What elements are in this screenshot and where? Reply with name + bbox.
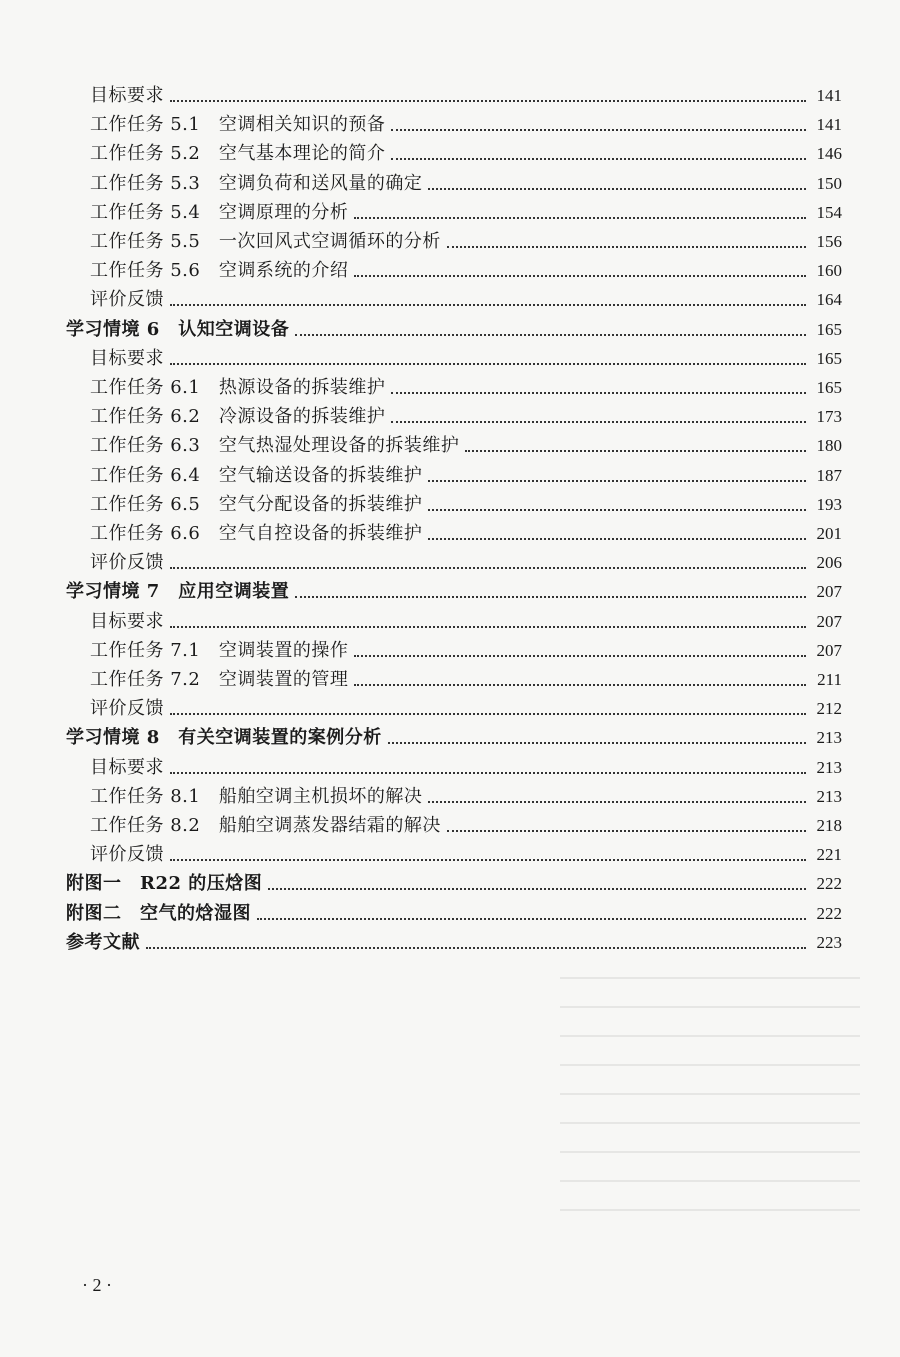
dot-leader xyxy=(428,509,806,511)
dot-leader xyxy=(465,450,806,452)
toc-entry-page: 165 xyxy=(816,348,842,368)
toc-entry[interactable] xyxy=(90,341,842,370)
toc-entry-page: 213 xyxy=(816,757,842,777)
toc-entry-page: 206 xyxy=(816,553,842,573)
toc-entry-label: 学习情境 7 应用空调装置 xyxy=(66,581,290,603)
toc-entry[interactable] xyxy=(90,428,842,457)
toc-entry-label: 评价反馈 xyxy=(90,289,164,311)
toc-entry-label: 工作任务 5.5 一次回风式空调循环的分析 xyxy=(90,231,441,252)
dot-leader xyxy=(295,334,806,336)
dot-leader xyxy=(170,304,806,306)
dot-leader xyxy=(146,947,806,949)
toc-entry-page: 207 xyxy=(816,611,842,631)
toc-entry-label: 工作任务 6.3 空气热湿处理设备的拆装维护 xyxy=(90,435,460,457)
dot-leader xyxy=(354,655,806,657)
dot-leader xyxy=(428,188,806,190)
toc-entry[interactable] xyxy=(90,195,842,224)
toc-entry-page: 154 xyxy=(816,202,842,222)
toc-entry-page: 223 xyxy=(816,932,842,952)
toc-entry-page: 164 xyxy=(816,290,842,310)
toc-entry-page: 180 xyxy=(816,436,842,456)
toc-entry-label: 评价反馈 xyxy=(90,844,164,866)
toc-entry-page: 193 xyxy=(816,494,842,514)
dot-leader xyxy=(391,158,806,160)
toc-entry-label: 工作任务 5.3 空调负荷和送风量的确定 xyxy=(90,172,423,194)
dot-leader xyxy=(295,596,806,598)
toc-entry-page: 187 xyxy=(816,465,842,485)
bleed-through-texture xyxy=(560,955,860,1225)
dot-leader xyxy=(170,713,806,715)
toc-entry[interactable] xyxy=(90,253,842,282)
toc-entry-label: 目标要求 xyxy=(90,610,164,632)
dot-leader xyxy=(354,217,806,219)
toc-entry[interactable] xyxy=(90,399,842,428)
toc-entry-page: 173 xyxy=(816,407,842,427)
toc-entry-label: 工作任务 5.4 空调原理的分析 xyxy=(90,201,349,223)
toc-entry-label: 评价反馈 xyxy=(90,552,164,574)
toc-entry-label: 工作任务 8.2 船舶空调蒸发器结霜的解决 xyxy=(90,815,441,836)
dot-leader xyxy=(391,421,806,423)
toc-entry-label: 工作任务 6.5 空气分配设备的拆装维护 xyxy=(90,493,423,515)
dot-leader xyxy=(428,480,806,482)
toc-entry-page: 218 xyxy=(816,816,842,835)
dot-leader xyxy=(170,626,806,628)
toc-entry-page: 207 xyxy=(816,640,842,660)
toc-entry[interactable] xyxy=(90,370,842,399)
toc-entry-label: 工作任务 6.6 空气自控设备的拆装维护 xyxy=(90,523,423,544)
toc-entry-page: 207 xyxy=(816,582,842,602)
toc-entry-label: 工作任务 7.2 空调装置的管理 xyxy=(90,669,349,690)
toc-chapter-entry[interactable] xyxy=(66,925,842,954)
toc-chapter-entry[interactable] xyxy=(66,574,842,603)
toc-entry-label: 工作任务 6.2 冷源设备的拆装维护 xyxy=(90,406,386,428)
toc-entry-label: 工作任务 5.2 空气基本理论的简介 xyxy=(90,143,386,165)
toc-entry-label: 目标要求 xyxy=(90,756,164,778)
toc-chapter-entry[interactable] xyxy=(66,720,842,749)
toc-entry-page: 165 xyxy=(816,378,842,397)
toc-entry-page: 156 xyxy=(816,232,842,251)
toc-entry[interactable] xyxy=(90,487,842,516)
dot-leader xyxy=(170,100,806,102)
toc-entry[interactable] xyxy=(90,224,842,253)
dot-leader xyxy=(447,246,806,248)
toc-entry-page: 222 xyxy=(816,903,842,923)
toc-entry[interactable] xyxy=(90,78,842,107)
toc-entry-page: 146 xyxy=(816,144,842,164)
toc-entry-label: 工作任务 6.1 热源设备的拆装维护 xyxy=(90,377,386,398)
toc-entry-label: 工作任务 5.6 空调系统的介绍 xyxy=(90,260,349,282)
toc-entry[interactable] xyxy=(90,808,842,837)
dot-leader xyxy=(388,742,806,744)
toc-entry-page: 141 xyxy=(816,115,842,135)
dot-leader xyxy=(257,918,806,920)
toc-entry-page: 150 xyxy=(816,173,842,193)
toc-entry-label: 目标要求 xyxy=(90,85,164,106)
toc-entry-label: 工作任务 6.4 空气输送设备的拆装维护 xyxy=(90,464,423,486)
dot-leader xyxy=(447,830,806,832)
dot-leader xyxy=(268,888,806,890)
toc-chapter-entry[interactable] xyxy=(66,866,842,895)
dot-leader xyxy=(391,129,806,131)
toc-entry-page: 213 xyxy=(816,728,842,748)
toc-entry[interactable] xyxy=(90,779,842,808)
toc-entry-label: 工作任务 7.1 空调装置的操作 xyxy=(90,639,349,661)
dot-leader xyxy=(391,392,806,394)
toc-entry[interactable] xyxy=(90,750,842,779)
dot-leader xyxy=(428,801,806,803)
toc-entry[interactable] xyxy=(90,166,842,195)
toc-entry-label: 工作任务 5.1 空调相关知识的预备 xyxy=(90,114,386,136)
toc-entry-label: 参考文献 xyxy=(66,931,140,953)
toc-entry[interactable] xyxy=(90,458,842,487)
toc-entry[interactable] xyxy=(90,604,842,633)
page-number: · 2 · xyxy=(82,1275,112,1295)
toc-entry-page: 201 xyxy=(816,524,842,543)
toc-chapter-entry[interactable] xyxy=(66,896,842,925)
dot-leader xyxy=(354,275,806,277)
dot-leader xyxy=(170,567,806,569)
toc-entry-label: 附图一 R22 的压焓图 xyxy=(66,873,263,895)
toc-entry[interactable] xyxy=(90,107,842,136)
toc-entry-label: 工作任务 8.1 船舶空调主机损坏的解决 xyxy=(90,785,423,807)
toc-entry-page: 160 xyxy=(816,261,842,281)
toc-entry-label: 目标要求 xyxy=(90,347,164,369)
toc-entry-page: 141 xyxy=(816,86,842,105)
toc-entry[interactable] xyxy=(90,545,842,574)
toc-entry-page: 211 xyxy=(817,670,842,689)
toc-entry-label: 评价反馈 xyxy=(90,698,164,720)
toc-entry[interactable] xyxy=(90,837,842,866)
toc-entry-label: 学习情境 8 有关空调装置的案例分析 xyxy=(66,727,382,749)
toc-chapter-entry[interactable] xyxy=(66,312,842,341)
toc-entry-label: 附图二 空气的焓湿图 xyxy=(66,902,251,924)
dot-leader xyxy=(428,538,806,540)
dot-leader xyxy=(170,363,806,365)
toc-entry-page: 165 xyxy=(816,319,842,339)
toc-entry-page: 222 xyxy=(816,874,842,894)
toc-entry[interactable] xyxy=(90,136,842,165)
dot-leader xyxy=(354,684,806,686)
toc-entry-page: 221 xyxy=(816,845,842,865)
toc-entry-page: 213 xyxy=(816,786,842,806)
toc-entry[interactable] xyxy=(90,691,842,720)
toc-entry[interactable] xyxy=(90,516,842,545)
dot-leader xyxy=(170,859,806,861)
toc-entry[interactable] xyxy=(90,633,842,662)
toc-entry-label: 学习情境 6 认知空调设备 xyxy=(66,318,290,340)
toc-entry[interactable] xyxy=(90,282,842,311)
toc-entry[interactable] xyxy=(90,662,842,691)
toc-entry-page: 212 xyxy=(816,699,842,719)
dot-leader xyxy=(170,772,806,774)
